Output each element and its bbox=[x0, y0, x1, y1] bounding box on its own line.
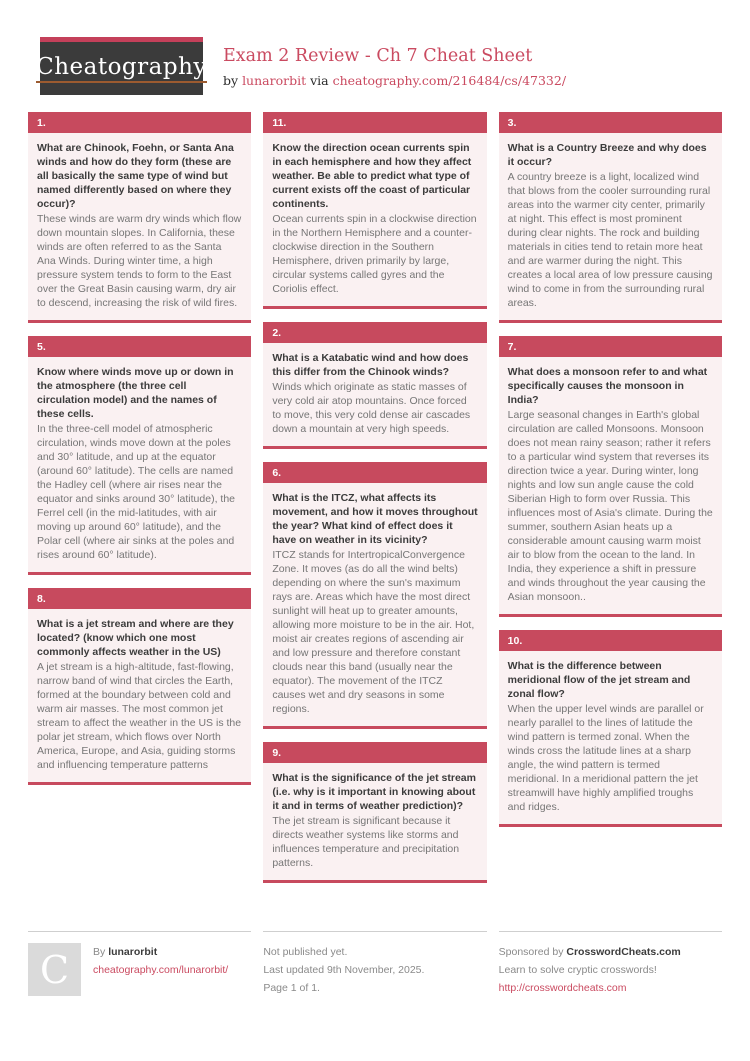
footer-author-url-link[interactable]: cheatography.com/lunarorbit/ bbox=[93, 964, 229, 976]
author-link[interactable]: lunarorbit bbox=[242, 73, 307, 88]
byline-prefix: by bbox=[223, 73, 239, 88]
card-answer: In the three-cell model of atmospheric circulation, winds move down at the poles and 30° latitude, and up at the equator (around 60° latitude). The cells are named the Hadley cell (where air rises near the equator and sinks around 30° latitude), the Ferrel cell (in the mid-latitudes, with air moving up around 60° latitude), and the Polar cell (where air sinks at the poles and rises around 60° latitude). bbox=[37, 423, 235, 561]
footer-meta-section bbox=[263, 931, 486, 997]
page-title: Exam 2 Review - Ch 7 Cheat Sheet bbox=[223, 46, 533, 66]
qa-card bbox=[28, 588, 251, 785]
card-question: What is a jet stream and where are they located? (know which one most commonly affects weather in the US) bbox=[37, 618, 234, 658]
page-header bbox=[0, 0, 750, 95]
card-number: 5. bbox=[28, 336, 251, 357]
footer-author-section bbox=[28, 931, 251, 997]
qa-card bbox=[499, 336, 722, 617]
card-answer: A country breeze is a light, localized wind that blows from the cooler surrounding rural areas into the warmer city center, primarily at night. This effect is most prominent during clear nights. The rock and building materials in cities tend to retain more heat and are warmer during the night. This creates a local area of low pressure causing wind to come in from the surrounding rural areas. bbox=[507, 171, 713, 309]
card-number: 7. bbox=[499, 336, 722, 357]
sheet-url-link[interactable]: cheatography.com/216484/cs/47332/ bbox=[332, 73, 567, 88]
card-question: What is the difference between meridional flow of the jet stream and zonal flow? bbox=[507, 660, 691, 700]
qa-card bbox=[263, 462, 486, 729]
card-body bbox=[499, 357, 722, 614]
card-body bbox=[263, 483, 486, 726]
qa-card bbox=[499, 630, 722, 827]
card-answer: Winds which originate as static masses of very cold air atop mountains. Once forced to move, this very cold dense air cascades down a mountain at very high speeds. bbox=[272, 381, 471, 435]
qa-card bbox=[263, 322, 486, 449]
card-question: What is the ITCZ, what affects its movement, and how it moves throughout the year? What kind of effect does it have on weather in its vicinity? bbox=[272, 492, 478, 546]
sponsor-line: Sponsored by CrosswordCheats.com bbox=[498, 946, 681, 958]
card-body bbox=[263, 763, 486, 880]
qa-card bbox=[499, 112, 722, 323]
card-body bbox=[499, 651, 722, 824]
card-question: What does a monsoon refer to and what specifically causes the monsoon in India? bbox=[507, 366, 708, 406]
sponsor-url-link[interactable]: http://crosswordcheats.com bbox=[498, 982, 627, 994]
card-body bbox=[263, 133, 486, 306]
card-answer: ITCZ stands for IntertropicalConvergence Zone. It moves (as do all the wind belts) depending on where the sun's maximum rays are. Areas which have the most direct sunlight will heat up to greater amounts, allowing more moisture to be in the air. Hot, moist air creates regions of ascending air and low pressure and therefore constant clouds near this band (usually near the equator). The movement of the ITCZ causes wet and dry seasons in some regions. bbox=[272, 549, 475, 715]
qa-card bbox=[28, 112, 251, 323]
card-body bbox=[28, 133, 251, 320]
last-updated: Last updated 9th November, 2025. bbox=[263, 964, 425, 976]
publish-status: Not published yet. bbox=[263, 946, 348, 958]
card-question: Know the direction ocean currents spin in each hemisphere and how they affect weather. Be able to predict what type of current exists off the coast of particular continents. bbox=[272, 142, 472, 210]
cheatsheet-body bbox=[0, 95, 750, 896]
column-3 bbox=[499, 112, 722, 840]
card-body bbox=[28, 609, 251, 782]
cheatography-logo[interactable] bbox=[36, 37, 207, 95]
card-number: 10. bbox=[499, 630, 722, 651]
card-question: Know where winds move up or down in the atmosphere (the three cell circulation model) and the names of these cells. bbox=[37, 366, 234, 420]
card-question: What is the significance of the jet stream (i.e. why is it important in knowing about it and in terms of weather prediction)? bbox=[272, 772, 476, 812]
column-2 bbox=[263, 112, 486, 896]
sponsor-name: CrosswordCheats.com bbox=[566, 946, 681, 958]
page-count: Page 1 of 1. bbox=[263, 982, 320, 994]
byline bbox=[223, 73, 566, 88]
author-avatar: C bbox=[28, 943, 81, 996]
card-question: What is a Katabatic wind and how does this differ from the Chinook winds? bbox=[272, 352, 469, 378]
card-answer: A jet stream is a high-altitude, fast-flowing, narrow band of wind that circles the Earth, formed at the boundary between cold and warm air masses. The most common jet stream to affect the weather in the US is the polar jet stream, which flows over North America, Europe, and Asia, guiding storms and influencing temperature patterns bbox=[37, 661, 242, 771]
card-number: 11. bbox=[263, 112, 486, 133]
card-question: What is a Country Breeze and why does it occur? bbox=[507, 142, 707, 168]
card-answer: These winds are warm dry winds which flow down mountain slopes. In California, these winds are often referred to as the Santa Ana Winds. During winter time, a high pressure system tends to form to the East over the Great Basin causing warm, dry air to descend, increasing the risk of wild fires. bbox=[37, 213, 242, 309]
card-number: 3. bbox=[499, 112, 722, 133]
card-question: What are Chinook, Foehn, or Santa Ana winds and how do they form (these are all basically the same type of wind but named differently based on where they occur)? bbox=[37, 142, 234, 210]
qa-card bbox=[263, 742, 486, 883]
footer-author-line: By lunarorbit bbox=[93, 946, 158, 958]
card-number: 9. bbox=[263, 742, 486, 763]
footer-author-text bbox=[93, 943, 228, 997]
footer-sponsor-section bbox=[499, 931, 722, 997]
column-1 bbox=[28, 112, 251, 798]
title-block bbox=[223, 37, 566, 88]
card-number: 6. bbox=[263, 462, 486, 483]
qa-card bbox=[263, 112, 486, 309]
cheatography-logo-text: Cheatography bbox=[36, 54, 207, 83]
card-answer: Ocean currents spin in a clockwise direction in the Northern Hemisphere and a counter-clockwise direction in the Southern Hemisphere, driven primarily by large, circular systems called gyres and the Coriolis effect. bbox=[272, 213, 477, 295]
byline-via: via bbox=[310, 73, 329, 88]
card-number: 2. bbox=[263, 322, 486, 343]
footer-author-name: lunarorbit bbox=[108, 946, 158, 958]
card-body bbox=[263, 343, 486, 446]
card-body bbox=[499, 133, 722, 320]
card-answer: Large seasonal changes in Earth's global circulation are called Monsoons. Monsoon does not mean rainy season; rather it refers to a particular wind system that reverses its direction twice a year. During winter, long nights and low sun angle cause the cold Siberian High to form over Russia. This influences most of Asia's climate. During the summer, southern Asian heats up a considerable amount causing warm moist air to blow from the ocean to the land. In India, they experience a shift in pressure and winds throughout the year causing the Asian monsoon.. bbox=[507, 409, 713, 603]
card-number: 8. bbox=[28, 588, 251, 609]
qa-card bbox=[28, 336, 251, 575]
card-number: 1. bbox=[28, 112, 251, 133]
card-answer: The jet stream is significant because it directs weather systems like storms and influences temperature and precipitation patterns. bbox=[272, 815, 460, 869]
sponsor-tagline: Learn to solve cryptic crosswords! bbox=[498, 964, 657, 976]
page-footer bbox=[28, 931, 722, 997]
card-answer: When the upper level winds are parallel or nearly parallel to the lines of latitude the wind pattern is termed zonal. When the winds cross the latitude lines at a sharp angle, the wind pattern is termed meridional. In a meridional pattern the jet streamwill have highly amplified troughs and ridges. bbox=[507, 703, 704, 813]
card-body bbox=[28, 357, 251, 572]
